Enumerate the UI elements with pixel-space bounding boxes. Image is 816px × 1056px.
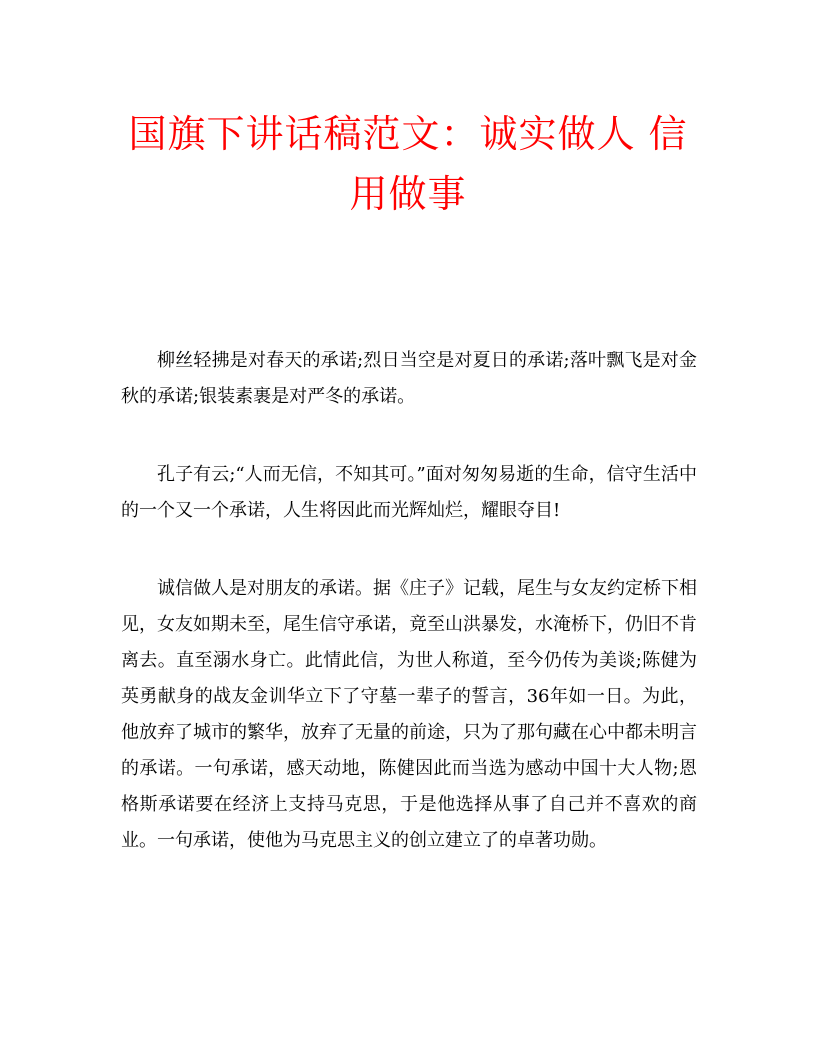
paragraph-2: 孔子有云;“人而无信，不知其可。”面对匆匆易逝的生命，信守生活中的一个又一个承诺，人生将因此而光辉灿烂，耀眼夺目!	[121, 464, 697, 521]
document-body	[121, 343, 697, 901]
paragraph-3: 诚信做人是对朋友的承诺。据《庄子》记载，尾生与女友约定桥下相见，女友如期未至，尾生信守承诺，竟至山洪暴发，水淹桥下，仍旧不肯离去。直至溺水身亡。此情此信，为世人称道，至今仍传为美谈;陈健为英勇献身的战友金训华立下了守墓一辈子的誓言，36年如一日。为此，他放弃了城市的繁华，放弃了无量的前途，只为了那句藏在心中都未明言的承诺。一句承诺，感天动地，陈健因此而当选为感动中国十大人物;恩格斯承诺要在经济上支持马克思，于是他选择从事了自己并不喜欢的商业。一句承诺，使他为马克思主义的创立建立了的卓著功勋。	[121, 578, 697, 851]
document-title: 国旗下讲话稿范文：诚实做人 信用做事	[128, 112, 688, 216]
paragraph-1: 柳丝轻拂是对春天的承诺;烈日当空是对夏日的承诺;落叶飘飞是对金秋的承诺;银装素裹是对严冬的承诺。	[121, 350, 697, 407]
